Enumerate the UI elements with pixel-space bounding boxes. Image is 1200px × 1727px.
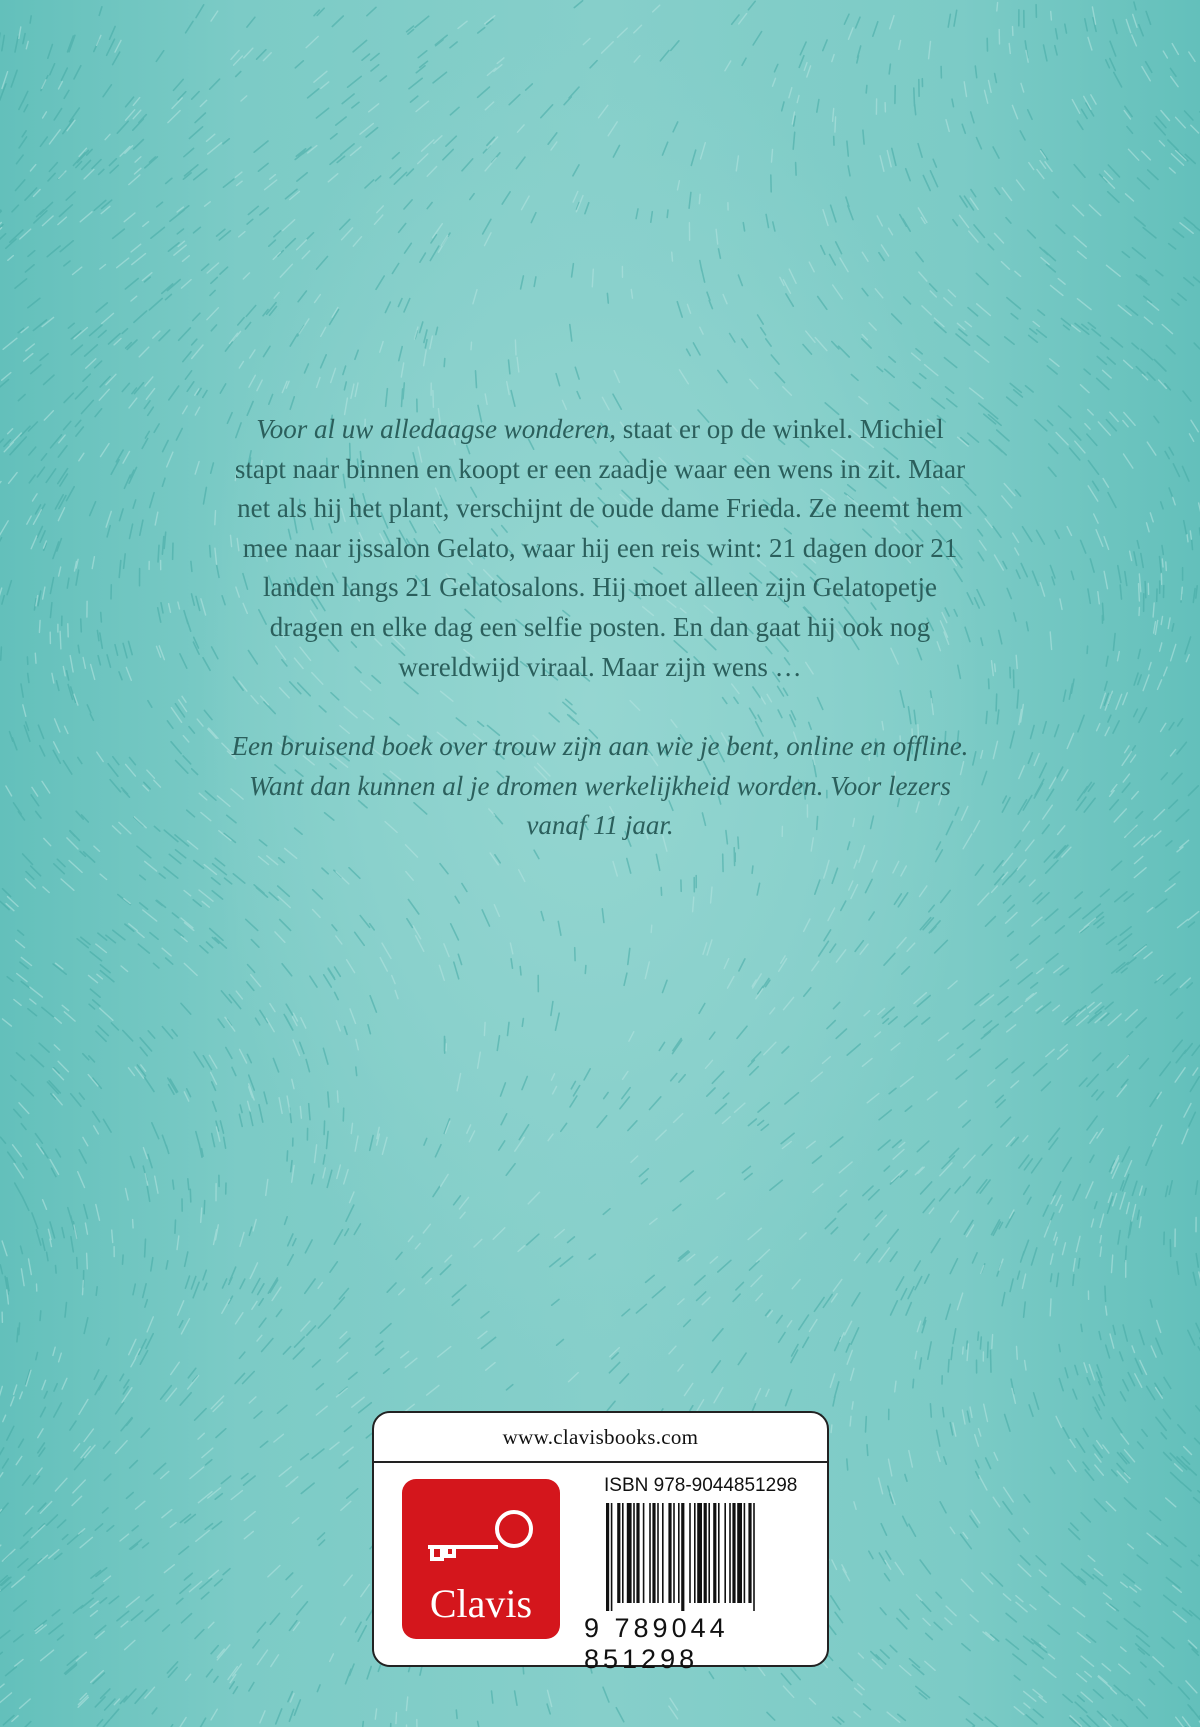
blurb <box>230 410 970 846</box>
blurb-lead: Voor al uw alledaagse wonderen, <box>256 414 617 444</box>
blurb-paragraph-2: Een bruisend boek over trouw zijn aan wie je bent, online en offline. Want dan kunnen al je dromen werkelijkheid worden. Voor lezers vanaf 11 jaar. <box>231 731 969 841</box>
logo-text: Clavis <box>429 1581 533 1626</box>
publisher-panel <box>372 1411 829 1674</box>
publisher-url: www.clavisbooks.com <box>502 1425 699 1449</box>
barcode-bars <box>606 1503 755 1611</box>
clavis-logo <box>402 1479 560 1639</box>
barcode <box>606 1503 806 1611</box>
ean-number: 9 789044 851298 <box>584 1613 729 1674</box>
panel-divider <box>374 1461 827 1463</box>
isbn-label: ISBN 978-9044851298 <box>604 1475 798 1496</box>
key-icon <box>424 1507 538 1563</box>
blurb-body: staat er op de winkel. Michiel stapt naar binnen en koopt er een zaadje waar een wens in zit. Maar net als hij het plant, verschijnt de oude dame Frieda. Ze neemt hem mee naar ijssalon Gelato, waar hij een reis wint: 21 dagen door 21 landen langs 21 Gelatosalons. Hij moet alleen zijn Gelatopetje dragen en elke dag een selfie posten. En dan gaat hij ook nog wereldwijd viraal. Maar zijn wens … <box>234 414 966 682</box>
blurb-paragraph-1 <box>230 410 970 687</box>
